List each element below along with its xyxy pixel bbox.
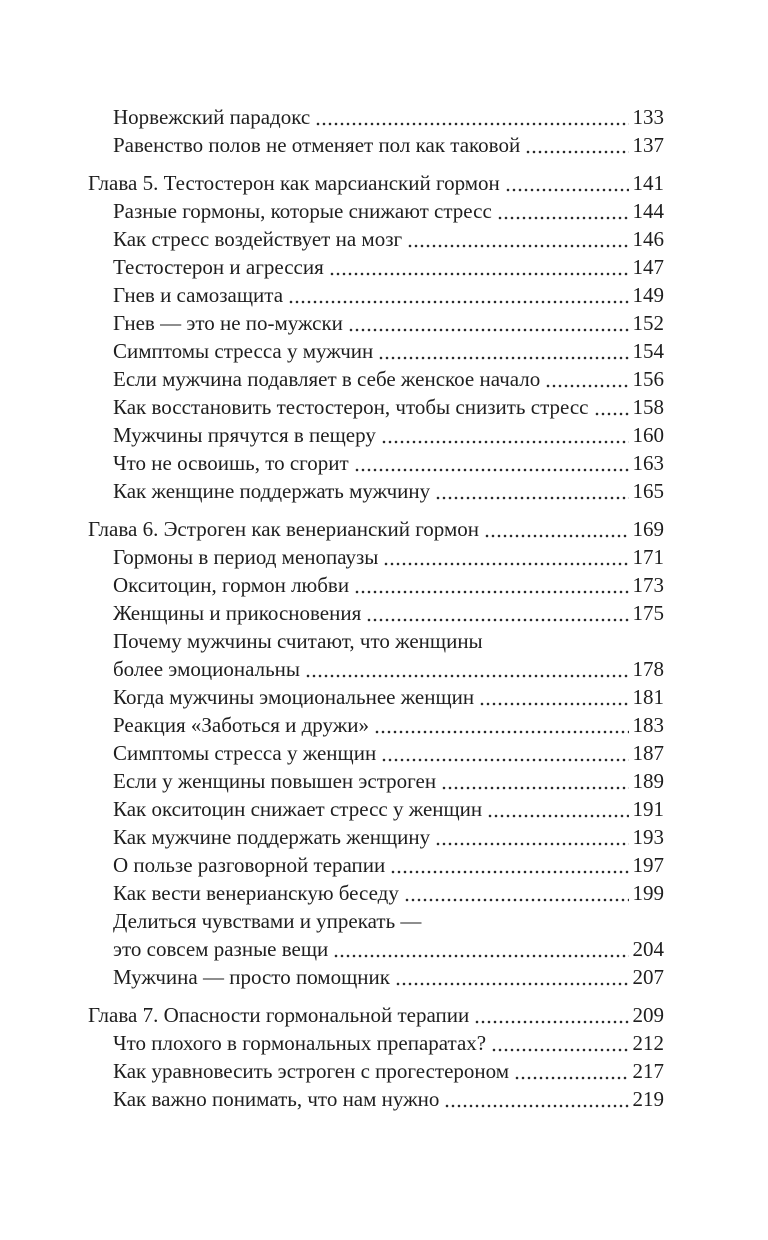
leader-dots — [383, 562, 628, 566]
entry-title: Как мужчине поддержать женщину — [113, 825, 431, 849]
leader-dots — [315, 122, 628, 126]
page-number: 156 — [632, 367, 664, 391]
leader-dots — [407, 244, 628, 248]
toc-entry-row — [88, 281, 664, 309]
page-number: 207 — [632, 965, 664, 989]
leader-dots — [381, 758, 628, 762]
leader-dots — [444, 1104, 628, 1108]
leader-dots — [390, 870, 628, 874]
page-number: 191 — [632, 797, 664, 821]
leader-dots — [435, 842, 628, 846]
leader-dots — [348, 328, 629, 332]
toc-entry-row — [88, 599, 664, 627]
leader-dots — [491, 1048, 628, 1052]
page-number: 152 — [632, 311, 664, 335]
leader-dots — [441, 786, 628, 790]
toc-entry-row — [88, 851, 664, 879]
leader-dots — [305, 674, 628, 678]
leader-dots — [545, 384, 628, 388]
entry-title: Как важно понимать, что нам нужно — [113, 1087, 440, 1111]
page-number: 178 — [632, 657, 664, 681]
entry-title: более эмоциональны — [113, 657, 301, 681]
toc-entry-row — [88, 739, 664, 767]
leader-dots — [525, 150, 628, 154]
entry-title: Тестостерон и агрессия — [113, 255, 324, 279]
entry-title: Глава 7. Опасности гормональной терапии — [88, 1003, 470, 1027]
leader-dots — [479, 702, 628, 706]
toc-entry-row — [88, 253, 664, 281]
entry-title: Женщины и прикосновения — [113, 601, 362, 625]
leader-dots — [374, 730, 629, 734]
entry-title: Гнев — это не по-мужски — [113, 311, 343, 335]
entry-title: Реакция «Заботься и дружи» — [113, 713, 369, 737]
entry-title: это совсем разные вещи — [113, 937, 329, 961]
toc-entry-row — [88, 337, 664, 365]
entry-title: Как восстановить тестостерон, чтобы снизить стресс — [113, 395, 589, 419]
entry-title: Глава 5. Тестостерон как марсианский гормон — [88, 171, 500, 195]
toc-chapter-row — [88, 1001, 664, 1029]
toc-entry-row — [88, 197, 664, 225]
entry-title: Как женщине поддержать мужчину — [113, 479, 431, 503]
leader-dots — [288, 300, 628, 304]
toc-chapter-row — [88, 515, 664, 543]
page-number: 199 — [632, 881, 664, 905]
leader-dots — [354, 590, 628, 594]
entry-title: Глава 6. Эстроген как венерианский гормон — [88, 517, 480, 541]
toc-entry-row — [88, 823, 664, 851]
entry-title: Окситоцин, гормон любви — [113, 573, 350, 597]
toc-entry-row — [88, 449, 664, 477]
entry-title: Разные гормоны, которые снижают стресс — [113, 199, 492, 223]
toc-entry-row — [88, 103, 664, 131]
page-number: 137 — [632, 133, 664, 157]
entry-title: О пользе разговорной терапии — [113, 853, 386, 877]
leader-dots — [354, 468, 629, 472]
leader-dots — [333, 954, 628, 958]
toc-entry-row — [88, 131, 664, 159]
page-number: 175 — [632, 601, 664, 625]
leader-dots — [435, 496, 628, 500]
leader-dots — [366, 618, 628, 622]
toc-entry-row-continued — [88, 627, 664, 655]
page-number: 181 — [632, 685, 664, 709]
page-number: 187 — [632, 741, 664, 765]
page-number: 212 — [632, 1031, 664, 1055]
leader-dots — [514, 1076, 628, 1080]
page-number: 183 — [632, 713, 664, 737]
entry-title: Симптомы стресса у мужчин — [113, 339, 374, 363]
page-number: 217 — [632, 1059, 664, 1083]
toc-entry-row — [88, 683, 664, 711]
toc-section — [88, 1001, 664, 1113]
toc-entry-row — [88, 1029, 664, 1057]
toc-entry-row — [88, 393, 664, 421]
leader-dots — [381, 440, 629, 444]
toc-entry-row — [88, 879, 664, 907]
page-number: 163 — [632, 451, 664, 475]
leader-dots — [487, 814, 628, 818]
toc-entry-row — [88, 1085, 664, 1113]
entry-title: Если мужчина подавляет в себе женское начало — [113, 367, 541, 391]
page-number: 160 — [632, 423, 664, 447]
page-number: 141 — [632, 171, 664, 195]
page-number: 169 — [632, 517, 664, 541]
toc-entry-row-continued — [88, 907, 664, 935]
leader-dots — [474, 1020, 628, 1024]
toc-entry-row — [88, 1057, 664, 1085]
entry-title: Как окситоцин снижает стресс у женщин — [113, 797, 483, 821]
page-number: 158 — [632, 395, 664, 419]
page-number: 189 — [632, 769, 664, 793]
page-number: 173 — [632, 573, 664, 597]
leader-dots — [378, 356, 628, 360]
entry-title: Мужчина — просто помощник — [113, 965, 390, 989]
entry-title: Как вести венерианскую беседу — [113, 881, 399, 905]
entry-title: Мужчины прячутся в пещеру — [113, 423, 376, 447]
leader-dots — [329, 272, 629, 276]
entry-title: Норвежский парадокс — [113, 105, 311, 129]
page-number: 209 — [632, 1003, 664, 1027]
leader-dots — [484, 534, 628, 538]
leader-dots — [497, 216, 629, 220]
entry-title: Когда мужчины эмоциональнее женщин — [113, 685, 475, 709]
page-number: 133 — [632, 105, 664, 129]
page-number: 204 — [632, 937, 664, 961]
toc-chapter-row — [88, 169, 664, 197]
entry-title: Как стресс воздействует на мозг — [113, 227, 403, 251]
leader-dots — [594, 412, 629, 416]
leader-dots — [395, 982, 629, 986]
entry-title: Равенство полов не отменяет пол как таковой — [113, 133, 521, 157]
toc-entry-row — [88, 767, 664, 795]
entry-title: Гнев и самозащита — [113, 283, 284, 307]
entry-title: Гормоны в период менопаузы — [113, 545, 379, 569]
page-number: 171 — [632, 545, 664, 569]
leader-dots — [505, 188, 629, 192]
page-number: 146 — [632, 227, 664, 251]
toc-entry-row — [88, 711, 664, 739]
toc-entry-row — [88, 225, 664, 253]
toc-entry-row — [88, 477, 664, 505]
page-number: 165 — [632, 479, 664, 503]
page-number: 219 — [632, 1087, 664, 1111]
entry-title: Что плохого в гормональных препаратах? — [113, 1031, 487, 1055]
entry-title: Что не освоишь, то сгорит — [113, 451, 349, 475]
page-number: 193 — [632, 825, 664, 849]
page-number: 197 — [632, 853, 664, 877]
toc-section — [88, 169, 664, 505]
toc-section — [88, 515, 664, 991]
toc-entry-row — [88, 543, 664, 571]
page-number: 149 — [632, 283, 664, 307]
toc-entry-row — [88, 365, 664, 393]
toc-entry-row — [88, 655, 664, 683]
toc-entry-row — [88, 963, 664, 991]
entry-title: Как уравновесить эстроген с прогестероном — [113, 1059, 510, 1083]
page-number: 154 — [632, 339, 664, 363]
toc-entry-row — [88, 795, 664, 823]
toc-entry-row — [88, 571, 664, 599]
entry-title: Почему мужчины считают, что женщины — [113, 629, 483, 653]
toc-section — [88, 103, 664, 159]
toc-entry-row — [88, 309, 664, 337]
toc-entry-row — [88, 421, 664, 449]
toc-entry-row — [88, 935, 664, 963]
leader-dots — [404, 898, 629, 902]
page-number: 147 — [632, 255, 664, 279]
page-number: 144 — [632, 199, 664, 223]
entry-title: Делиться чувствами и упрекать — — [113, 909, 422, 933]
entry-title: Симптомы стресса у женщин — [113, 741, 377, 765]
entry-title: Если у женщины повышен эстроген — [113, 769, 437, 793]
